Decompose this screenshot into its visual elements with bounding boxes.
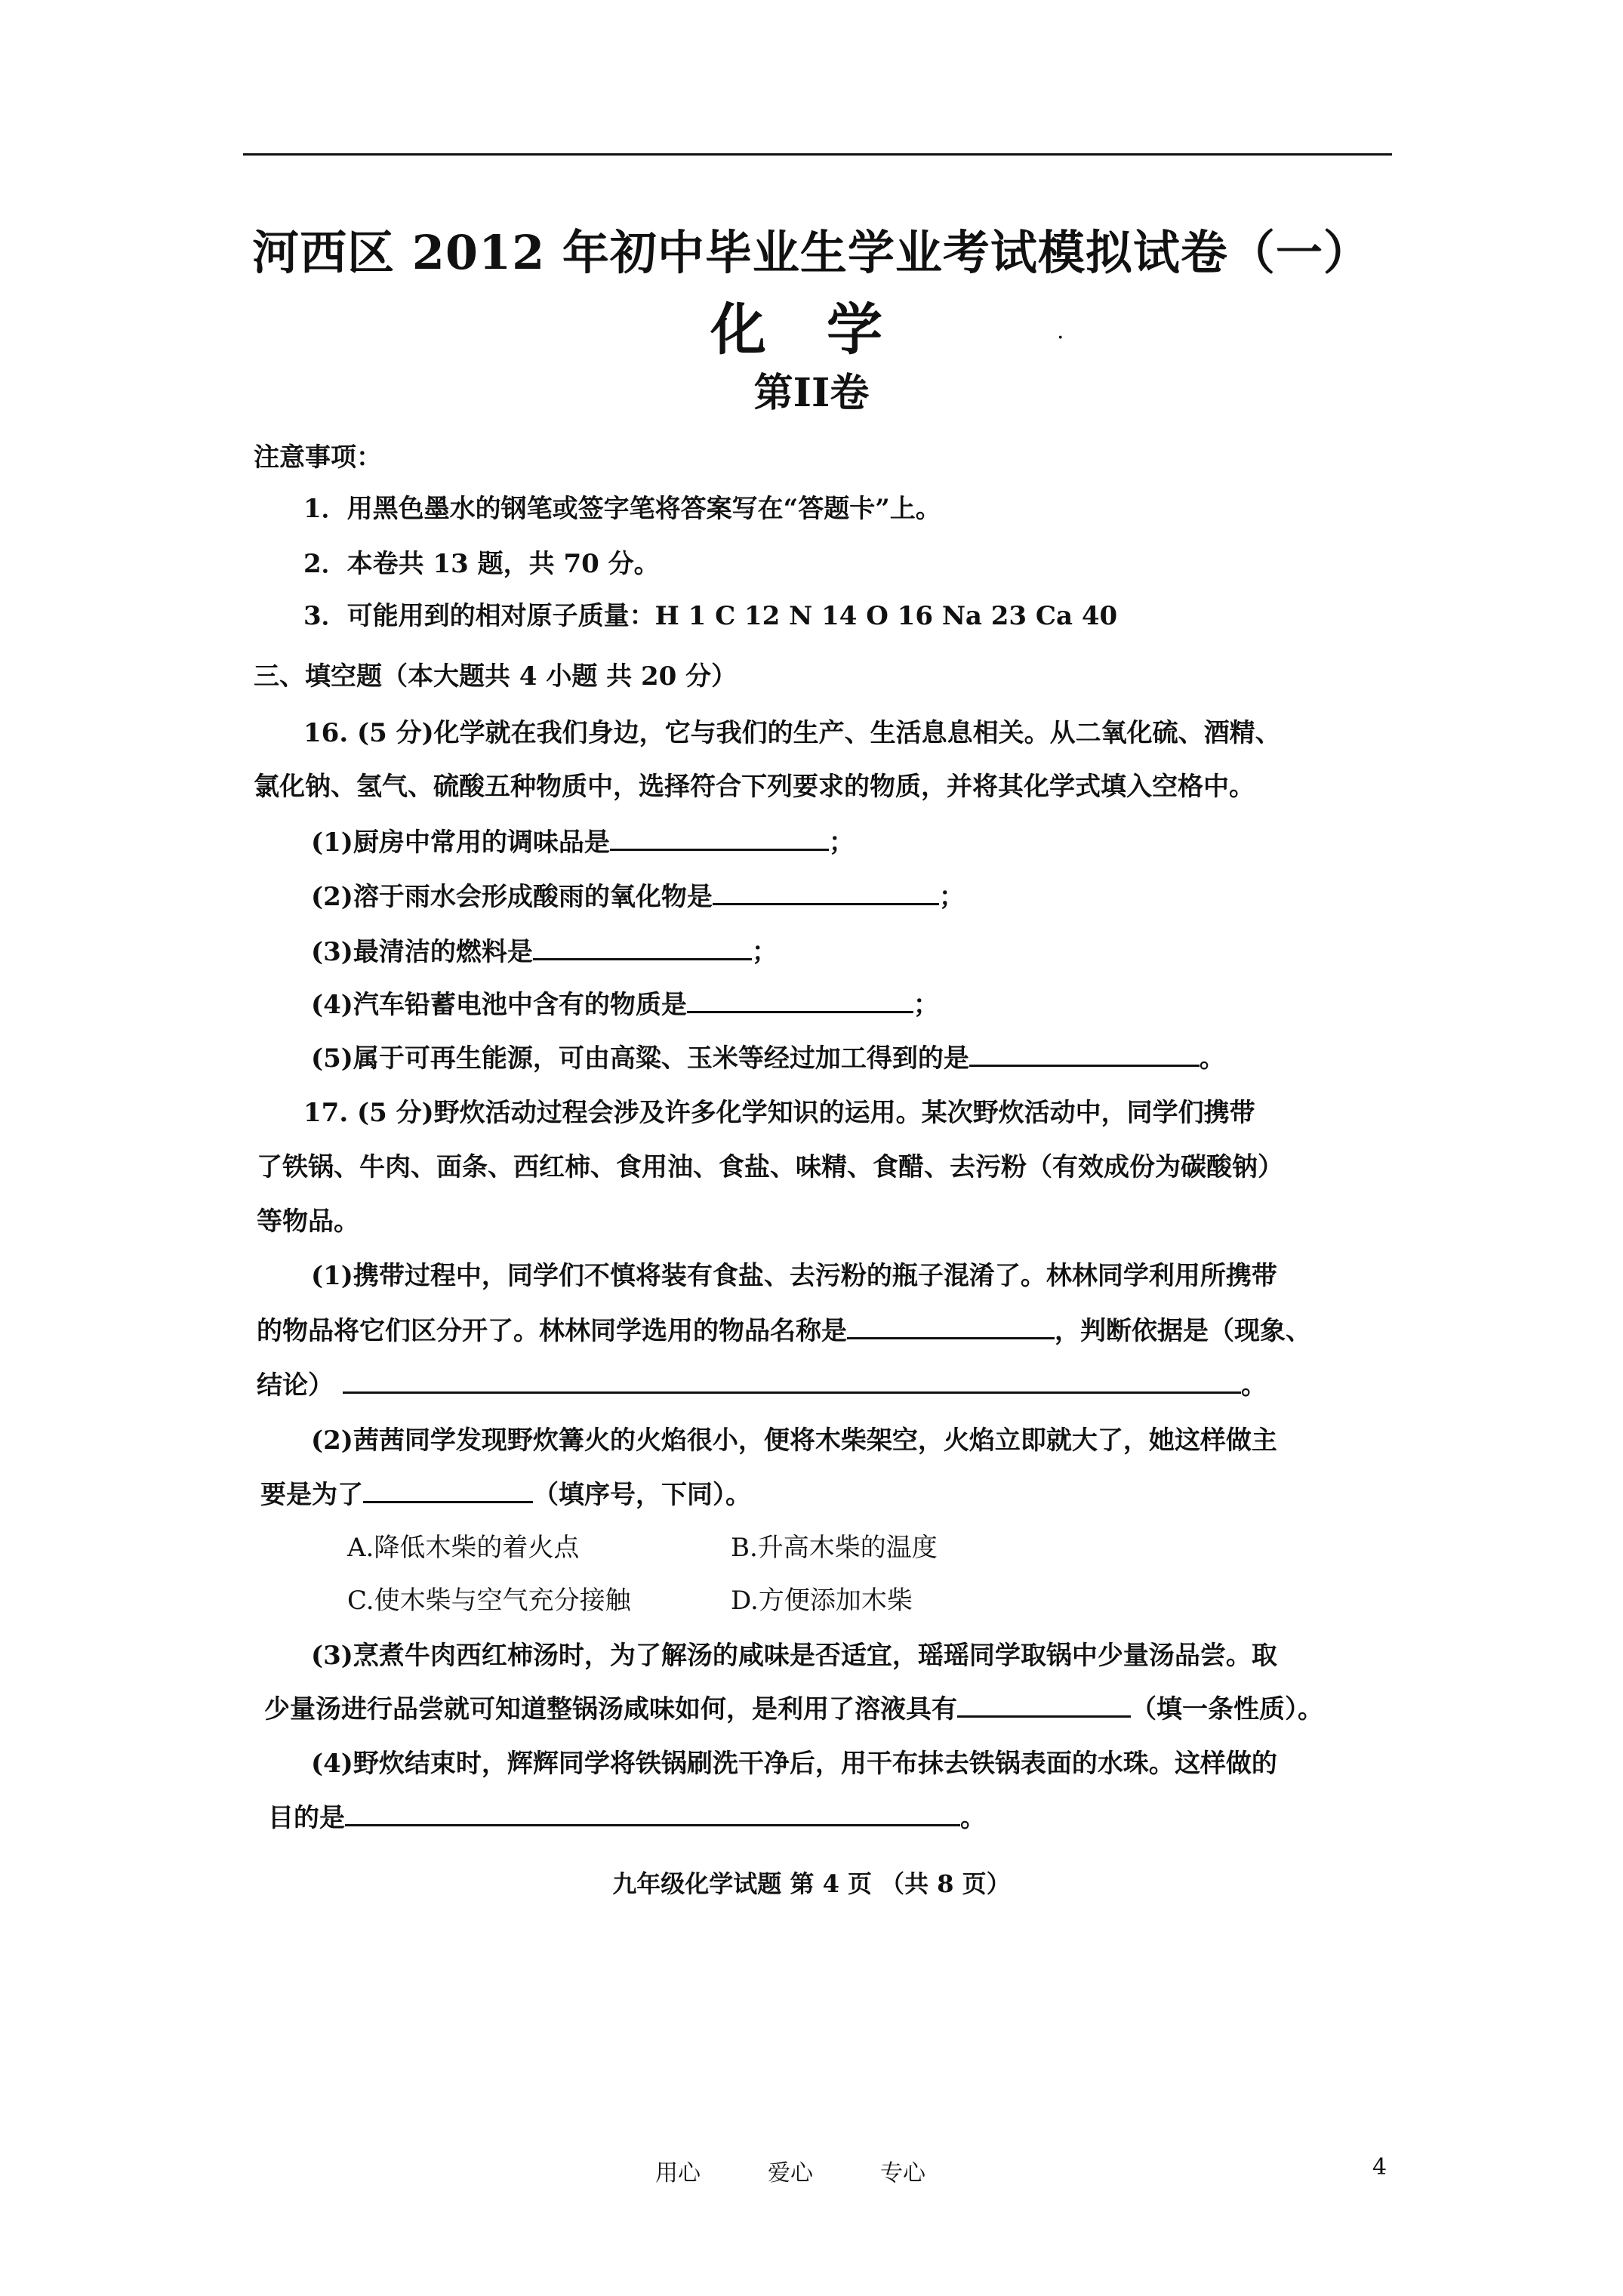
punct: ； — [938, 882, 965, 912]
option-d: D.方便添加木柴 — [731, 1586, 913, 1616]
page-number: 4 — [1372, 2154, 1387, 2180]
q17-part1-line3 — [257, 1364, 1267, 1401]
notes-heading: 注意事项： — [254, 442, 382, 473]
exam-title: 河西区 2012 年初中毕业生学业考试模拟试卷（一） — [252, 225, 1371, 280]
top-rule — [243, 153, 1392, 156]
q16-part2 — [311, 876, 965, 913]
answer-blank[interactable] — [687, 984, 913, 1013]
answer-blank[interactable] — [533, 931, 752, 960]
q17-part1-line2 — [257, 1310, 1311, 1347]
footer-word-1: 用心 — [655, 2160, 701, 2187]
punct: ； — [828, 827, 855, 858]
footer-word-3: 专心 — [880, 2160, 925, 2187]
option-c: C.使木柴与空气充分接触 — [347, 1586, 631, 1616]
footer-word-2: 爱心 — [768, 2160, 813, 2187]
answer-blank[interactable] — [713, 876, 939, 905]
note-item-1: 1．用黑色墨水的钢笔或签字笔将答案写在“答题卡”上。 — [303, 494, 941, 524]
q17-part4-line2 — [268, 1797, 986, 1834]
scan-speck: · — [1057, 325, 1064, 351]
q17-part1-text: 的物品将它们区分开了。林林同学选用的物品名称是 — [257, 1316, 847, 1346]
page-footer: 九年级化学试题 第 4 页 （共 8 页） — [612, 1869, 1011, 1898]
answer-blank[interactable] — [363, 1474, 533, 1503]
option-b: B.升高木柴的温度 — [731, 1533, 938, 1563]
q16-part3-text: (3)最清洁的燃料是 — [311, 937, 533, 967]
punct: ； — [913, 990, 939, 1020]
q17-part4-line1: (4)野炊结束时，辉辉同学将铁锅刷洗干净后，用干布抹去铁锅表面的水珠。这样做的 — [311, 1749, 1277, 1779]
q16-stem-line1: 16. (5 分)化学就在我们身边，它与我们的生产、生活息息相关。从二氧化硫、酒精、 — [303, 718, 1281, 748]
answer-blank[interactable] — [610, 821, 829, 851]
q16-part4-text: (4)汽车铅蓄电池中含有的物质是 — [311, 990, 687, 1020]
punct: ； — [751, 937, 778, 967]
q16-part5 — [311, 1037, 1225, 1074]
answer-blank[interactable] — [969, 1037, 1200, 1067]
answer-blank[interactable] — [957, 1688, 1131, 1718]
q17-part2-text-b: （填序号，下同）。 — [533, 1480, 751, 1510]
q17-stem-line2: 了铁锅、牛肉、面条、西红柿、食用油、食盐、味精、食醋、去污粉（有效成份为碳酸钠） — [257, 1152, 1283, 1182]
volume-title: 第II卷 — [753, 370, 870, 416]
q17-part3-line1: (3)烹煮牛肉西红柿汤时，为了解汤的咸味是否适宜，瑶瑶同学取锅中少量汤品尝。取 — [311, 1641, 1277, 1671]
q17-part2-line2 — [260, 1474, 751, 1511]
q17-part2-line1: (2)茜茜同学发现野炊篝火的火焰很小，便将木柴架空，火焰立即就大了，她这样做主 — [311, 1425, 1277, 1456]
q17-part1-text-c: 结论） — [257, 1370, 334, 1401]
q17-part3-text: 少量汤进行品尝就可知道整锅汤咸味如何，是利用了溶液具有 — [264, 1694, 957, 1724]
q17-stem-line1: 17. (5 分)野炊活动过程会涉及许多化学知识的运用。某次野炊活动中，同学们携带 — [303, 1098, 1255, 1128]
punct: 。 — [1199, 1043, 1225, 1074]
q17-part1-text-b: ，判断依据是（现象、 — [1055, 1316, 1311, 1346]
q17-part2-text: 要是为了 — [260, 1480, 363, 1510]
q17-stem-line3: 等物品。 — [257, 1207, 359, 1237]
q16-part1-text: (1)厨房中常用的调味品是 — [311, 827, 610, 858]
q17-part4-text: 目的是 — [268, 1803, 345, 1833]
answer-blank[interactable] — [847, 1310, 1055, 1339]
subject-title: 化学 — [710, 297, 943, 362]
q16-part1 — [311, 821, 855, 858]
answer-blank[interactable] — [343, 1364, 1241, 1394]
q16-stem-line2: 氯化钠、氢气、硫酸五种物质中，选择符合下列要求的物质，并将其化学式填入空格中。 — [254, 772, 1255, 802]
option-a: A.降低木柴的着火点 — [347, 1533, 580, 1563]
q17-part3-text-b: （填一条性质）。 — [1131, 1694, 1323, 1724]
q16-part3 — [311, 931, 778, 968]
q17-part1-line1: (1)携带过程中，同学们不慎将装有食盐、去污粉的瓶子混淆了。林林同学利用所携带 — [311, 1261, 1277, 1291]
q16-part4 — [311, 984, 939, 1021]
punct: 。 — [1241, 1370, 1267, 1401]
q16-part2-text: (2)溶于雨水会形成酸雨的氧化物是 — [311, 882, 713, 912]
q16-part5-text: (5)属于可再生能源，可由高粱、玉米等经过加工得到的是 — [311, 1043, 969, 1074]
answer-blank[interactable] — [345, 1797, 960, 1826]
note-item-3: 3．可能用到的相对原子质量：H 1 C 12 N 14 O 16 Na 23 Ca 40 — [303, 601, 1118, 631]
section-heading: 三、填空题（本大题共 4 小题 共 20 分） — [254, 661, 738, 692]
q17-part3-line2 — [264, 1688, 1323, 1725]
punct: 。 — [960, 1803, 986, 1833]
note-item-2: 2．本卷共 13 题，共 70 分。 — [303, 549, 660, 579]
